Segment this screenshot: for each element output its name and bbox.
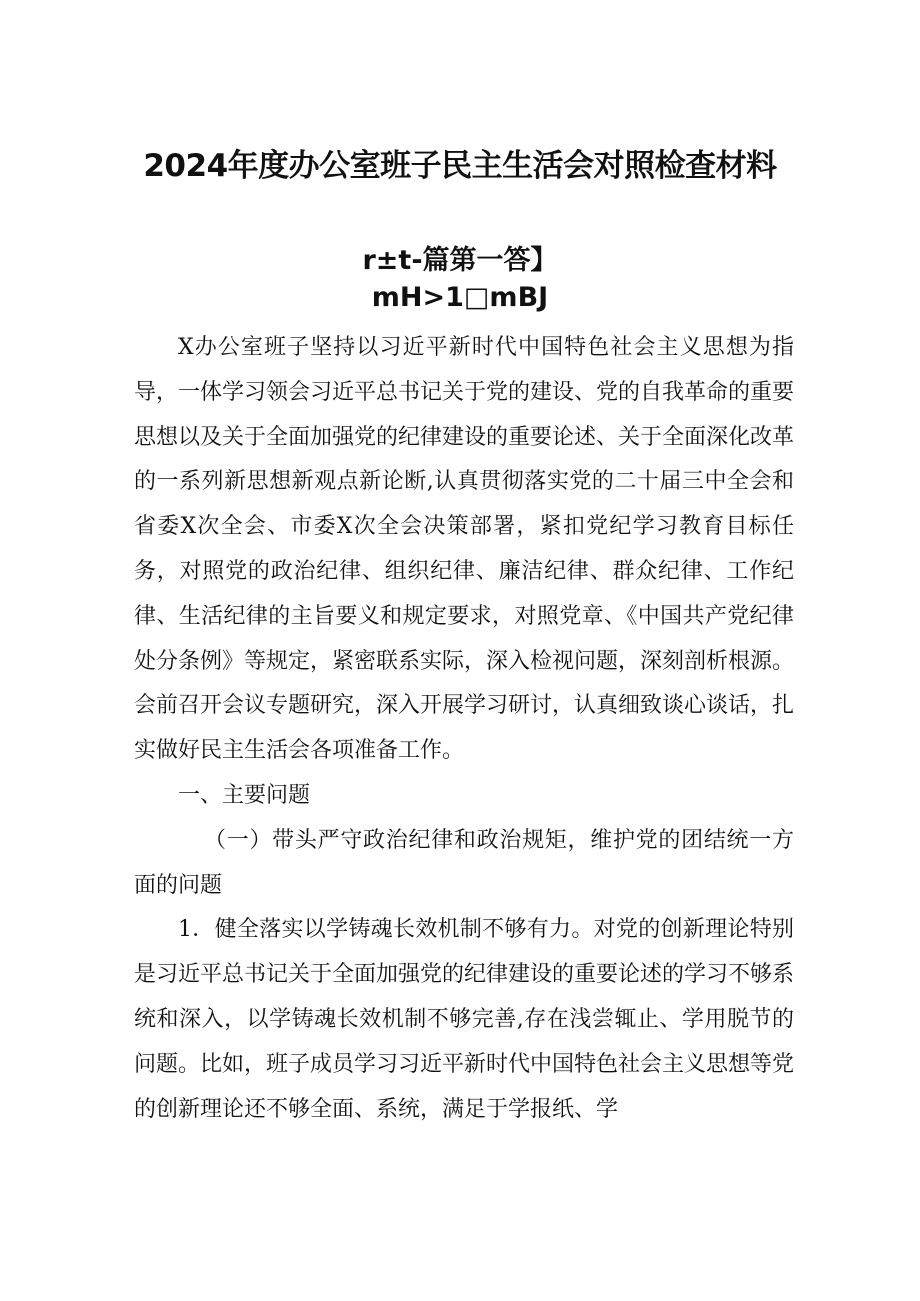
document-title: 2024年度办公室班子民主生活会对照检查材料 [143,148,777,184]
section-heading: 一、主要问题 [178,782,311,808]
document-subtitle-line1: r±t-篇第一答】 [362,245,558,276]
document-body [134,326,794,1132]
document-subtitle-line2: mH>1□mBJ [371,282,549,313]
subsection-heading: （一）带头严守政治纪律和政治规矩，维护党的团结统一方面的问题 [134,827,794,898]
item-paragraph: 1．健全落实以学铸魂长效机制不够有力。对党的创新理论特别是习近平总书记关于全面加强党的纪律建设的重要论述的学习不够系统和深入，以学铸魂长效机制不够完善,存在浅尝辄止、学用脱节的问题。比如，班子成员学习习近平新时代中国特色社会主义思想等党的创新理论还不够全面、系统，满足于学报纸、学 [134,917,795,1122]
intro-paragraph: X办公室班子坚持以习近平新时代中国特色社会主义思想为指导，一体学习领会习近平总书记关于党的建设、党的自我革命的重要思想以及关于全面加强党的纪律建设的重要论述、关于全面深化改革的一系列新思想新观点新论断,认真贯彻落实党的二十届三中全会和省委X次全会、市委X次全会决策部署，紧扣党纪学习教育目标任务，对照党的政治纪律、组织纪律、廉洁纪律、群众纪律、工作纪律、生活纪律的主旨要义和规定要求，对照党章、《中国共产党纪律处分条例》等规定，紧密联系实际，深入检视问题，深刻剖析根源。会前召开会议专题研究，深入开展学习研讨，认真细致谈心谈话，扎实做好民主生活会各项准备工作。 [134,335,795,764]
